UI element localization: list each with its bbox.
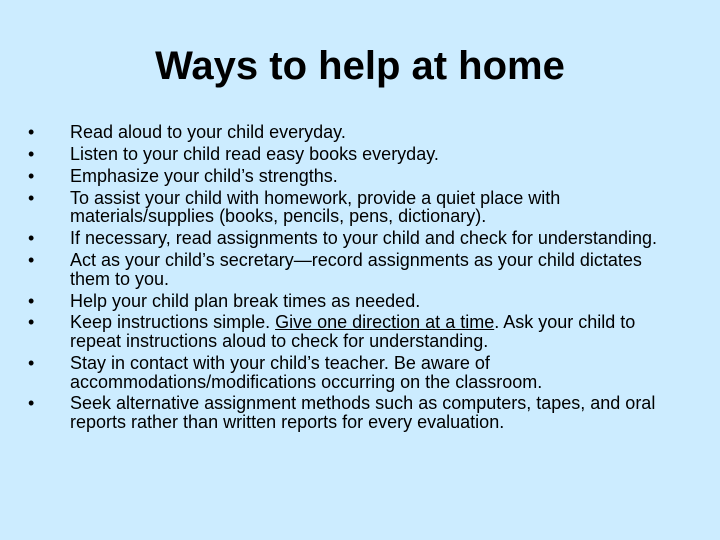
list-item-text <box>70 312 635 351</box>
list-item-text: Emphasize your child’s strengths. <box>70 165 338 186</box>
bullet-icon: • <box>28 312 35 333</box>
list-item-text: Read aloud to your child everyday. <box>70 122 346 142</box>
list-item <box>28 145 668 164</box>
bullet-icon: • <box>28 228 35 249</box>
bullet-icon: • <box>28 352 35 373</box>
list-item-text: Act as your child’s secretary—record assignments as your child dictates them to you. <box>70 250 642 289</box>
bullet-icon: • <box>28 187 35 208</box>
list-item-text: Listen to your child read easy books everyday. <box>70 143 439 164</box>
bullet-list <box>28 123 668 435</box>
list-item-text-after: . Ask your child to repeat instructions aloud to check for understanding. <box>70 312 636 352</box>
list-item-text-before: Keep instructions simple. <box>70 312 276 333</box>
list-item-text: Stay in contact with your child’s teacher. Be aware of accommodations/modifications occurring on the classroom. <box>70 352 543 392</box>
bullet-icon: • <box>28 122 35 142</box>
list-item <box>28 251 668 288</box>
bullet-icon: • <box>28 393 35 414</box>
list-item <box>28 123 668 142</box>
list-item <box>28 229 668 248</box>
bullet-icon: • <box>28 143 35 164</box>
list-item <box>28 189 668 226</box>
bullet-icon: • <box>28 290 35 311</box>
list-item-text: If necessary, read assignments to your child and check for understanding. <box>70 228 657 249</box>
list-item <box>28 394 668 431</box>
underlined-emphasis: Give one direction at a time <box>275 312 495 333</box>
bullet-icon: • <box>28 250 35 271</box>
list-item <box>28 167 668 186</box>
slide-title: Ways to help at home <box>155 44 565 88</box>
list-item <box>28 354 668 391</box>
list-item <box>28 313 668 350</box>
list-item-text: To assist your child with homework, provide a quiet place with materials/supplies (books, pencils, pens, dictionary). <box>70 187 561 227</box>
list-item-text: Seek alternative assignment methods such as computers, tapes, and oral reports rather than written reports for every evaluation. <box>70 393 656 432</box>
list-item <box>28 292 668 311</box>
list-item-text: Help your child plan break times as needed. <box>70 290 421 311</box>
bullet-icon: • <box>28 165 35 186</box>
